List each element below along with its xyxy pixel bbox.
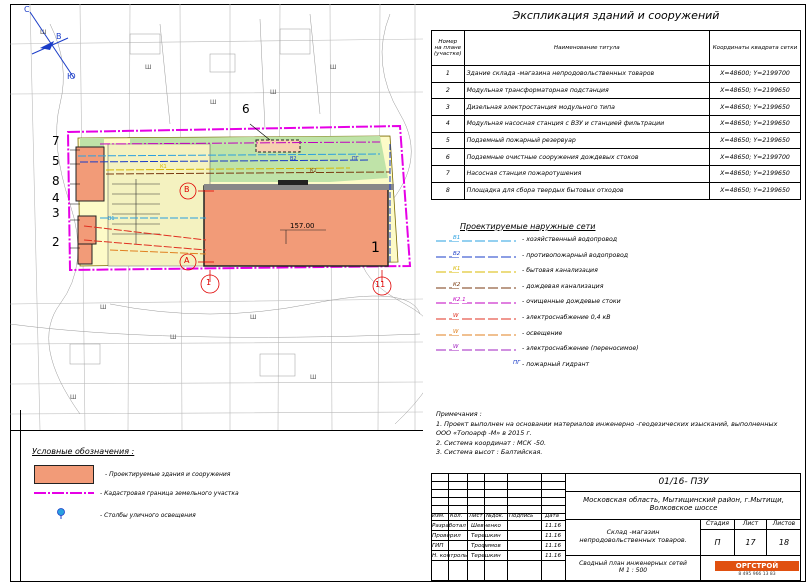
sheets-label: Листов [767, 520, 801, 530]
legend-building-label: - Проектируемые здания и сооружения [105, 471, 231, 478]
table-row: 3 Дизельная электростанция модульного типа Х=48650; Y=2199650 [432, 99, 801, 116]
callout-4: 4 [52, 191, 60, 205]
stamp-grid-line [431, 505, 565, 506]
stamp-grid-line [431, 489, 565, 490]
net-label-b2: В2 [290, 156, 297, 162]
table-row: 7 Насосная станция пожаротушения Х=48650; Y=2199650 [432, 166, 801, 183]
stamp-grid-line [431, 497, 565, 498]
topo-marker: Ш [210, 99, 217, 106]
object-name: Склад -магазин непродовольственных товаров. [565, 520, 701, 556]
table-row: 1 Здание склада -магазина непродовольственных товаров Х=48600; Y=2199700 [432, 66, 801, 83]
streetlight-icon [56, 508, 66, 520]
callout-7: 7 [52, 134, 60, 148]
network-code: W [453, 328, 459, 335]
note-line: 2. Система координат : МСК -50. [436, 438, 547, 447]
north-b-label: В [56, 32, 62, 41]
callout-5: 5 [52, 154, 60, 168]
notes-title: Примечания : [436, 410, 482, 418]
sheet-value: 17 [735, 530, 767, 556]
network-label: - противопожарный водопровод [522, 251, 629, 259]
topo-marker: Ш [70, 394, 77, 401]
network-code: В1 [453, 235, 461, 241]
axis-11-label: 11 [375, 280, 386, 289]
network-label: - освещение [522, 329, 563, 337]
role-name: Трофимов [471, 543, 501, 549]
topo-marker: Ш [40, 29, 47, 36]
topo-marker: Ш [250, 314, 257, 321]
stamp-role-row [431, 521, 565, 531]
network-code: ПГ [513, 359, 521, 366]
network-code: К2 [453, 281, 461, 288]
north-c-label: С [24, 5, 30, 14]
stamp-role-row [431, 551, 565, 561]
networks-title: Проектируемые наружные сети [460, 222, 596, 231]
role-name: Терешкин [471, 553, 501, 559]
sheets-value: 18 [767, 530, 801, 556]
doc-code: 01/16- ПЗУ [565, 473, 801, 492]
role-label: Н. контроль [432, 553, 468, 559]
legend-cadastral-label: - Кадастровая граница земельного участка [100, 490, 239, 497]
north-yu-label: Ю [67, 72, 76, 81]
stamp-col-headers: Изм. Кол. Лист №док. Подпись Дата [432, 513, 559, 519]
legend-title: Условные обозначения : [32, 447, 135, 456]
role-label: Разработал [432, 523, 466, 529]
structure-2 [78, 244, 92, 264]
note-line: ООО «Топоарф -М» в 2015 г. [436, 429, 532, 438]
network-code: К1 [453, 266, 461, 273]
net-label-k1: К1 [160, 164, 167, 170]
site-plan-map [10, 4, 423, 430]
network-code: W [453, 313, 459, 319]
table-row: 2 Модульная трансформаторная подстанция Х=48650; Y=2199650 [432, 82, 801, 99]
stamp-role-row [431, 531, 565, 541]
role-name: Терешкин [471, 533, 501, 539]
header-name: Наименование титула [464, 31, 709, 66]
topo-marker: Ш [270, 89, 277, 96]
role-label: Проверил [432, 533, 461, 539]
note-line: 1. Проект выполнен на основании материалов инженерно -геодезических изысканий, выполненных [436, 419, 778, 428]
stamp-role-row [431, 541, 565, 551]
explication-table [431, 30, 801, 200]
network-line-swatch [436, 314, 516, 324]
network-line-swatch [436, 330, 516, 340]
site-plan-svg [10, 4, 423, 430]
title-block [431, 473, 801, 581]
net-label-pg: ПГ [352, 156, 359, 162]
legend-cadastral-swatch [34, 490, 94, 496]
legend-building-swatch [34, 465, 94, 484]
network-line-swatch [436, 283, 516, 293]
role-date: 11.16 [545, 523, 562, 529]
topo-marker: Ш [170, 334, 177, 341]
notes-block [436, 410, 777, 458]
table-row: 5 Подземный пожарный резервуар Х=48650; Y=2199650 [432, 132, 801, 149]
network-label: - хозяйственный водопровод [522, 236, 618, 243]
network-label: - электроснабжение 0,4 кВ [522, 314, 611, 321]
stage-value: П [701, 530, 735, 556]
topo-marker: Ш [145, 64, 152, 71]
role-label: ГИП [432, 543, 444, 549]
role-date: 11.16 [545, 543, 562, 549]
axis-b-label: В [184, 185, 190, 194]
network-line-swatch [436, 236, 516, 246]
north-arrow-icon [30, 12, 74, 78]
explication-title: Экспликация зданий и сооружений [512, 9, 720, 22]
address: Московская область, Мытищинский район, г.Мытищи, Волковское шоссе [565, 492, 801, 520]
network-code: В2 [453, 250, 461, 257]
network-label: - дождевая канализация [522, 282, 604, 290]
company-phone: 8 495 966 13 83 [738, 572, 776, 577]
structure-5-7 [76, 147, 104, 201]
callout-6: 6 [242, 102, 250, 116]
left-margin-strip [10, 410, 21, 582]
table-row: 6 Подземные очистные сооружения дождевых стоков Х=48650; Y=2199700 [432, 149, 801, 166]
stage-label: Стадия [701, 520, 735, 530]
table-header-row [432, 31, 801, 66]
callout-2: 2 [52, 235, 60, 249]
callout-3: 3 [52, 206, 60, 220]
net-label-k2: К2 [310, 168, 317, 174]
callout-1: 1 [371, 240, 380, 256]
network-code: К2.1 [453, 297, 466, 304]
callout-8: 8 [52, 174, 60, 188]
header-coords: Координаты квадрата сетки [710, 31, 801, 66]
legend-streetlight-label: - Столбы уличного освещения [100, 512, 196, 519]
sheet-label: Лист [735, 520, 767, 530]
elevation-label: 157.00 [290, 222, 315, 230]
network-line-swatch [436, 252, 516, 262]
topo-marker: Ш [100, 304, 107, 311]
header-no: Номер на плане (участке) [432, 31, 465, 66]
role-date: 11.16 [545, 553, 562, 559]
network-label: - пожарный гидрант [522, 360, 590, 368]
network-code: W [453, 344, 459, 351]
role-date: 11.16 [545, 533, 562, 539]
topo-marker: Ш [310, 374, 317, 381]
sheet-title: Сводный план инженерных сетей [579, 560, 687, 567]
sheet-title-block [565, 556, 701, 581]
structure-6 [256, 140, 300, 152]
topo-marker: Ш [330, 64, 337, 71]
network-label: - бытовая канализация [522, 267, 598, 275]
stamp-grid-line [431, 481, 565, 482]
company-logo: ОРГСТРОЙ [715, 561, 799, 571]
axis-1-label: 1 [206, 278, 212, 287]
table-row: 8 Площадка для сбора твердых бытовых отходов Х=48650; Y=2199650 [432, 182, 801, 199]
role-name: Шевченко [471, 523, 501, 529]
network-line-swatch [436, 267, 516, 277]
note-line: 3. Система высот : Балтийская. [436, 448, 543, 457]
table-row: 4 Модульная насосная станция с ВЗУ и станцией фильтрации Х=48650; Y=2199650 [432, 116, 801, 133]
network-line-swatch [436, 298, 516, 308]
network-line-swatch [436, 345, 516, 355]
network-line-swatch [436, 361, 516, 371]
network-label: - электроснабжение (переносимое) [522, 345, 639, 353]
net-label-b1: В1 [108, 216, 115, 222]
network-label: - очищенные дождевые стоки [522, 298, 621, 306]
legend-divider [10, 430, 423, 431]
axis-a-label: А [184, 256, 190, 265]
scale: М 1 : 500 [618, 567, 648, 574]
